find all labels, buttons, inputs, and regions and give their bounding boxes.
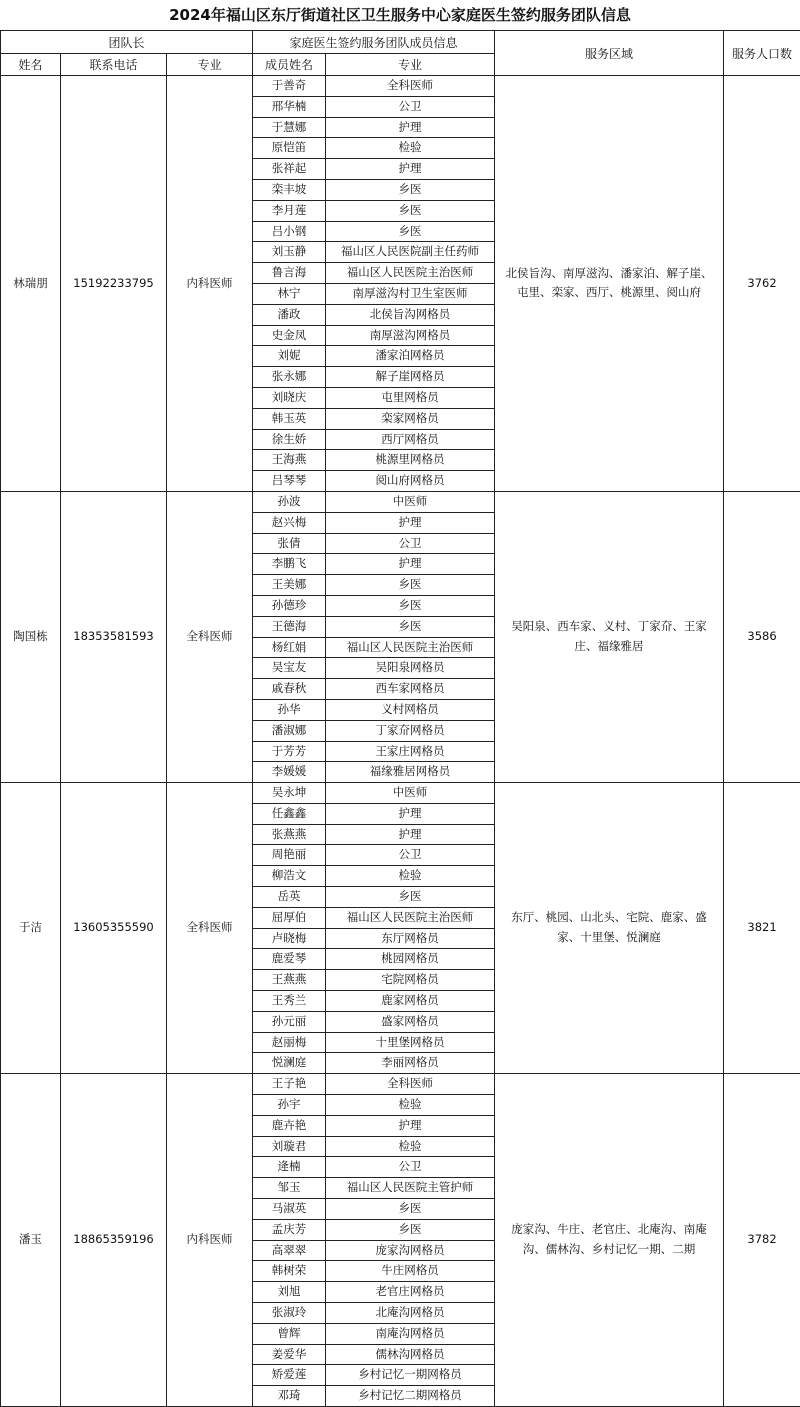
member-specialty: 乡医 (326, 221, 495, 242)
member-name: 孙华 (253, 699, 326, 720)
leader-specialty: 全科医师 (167, 491, 253, 782)
member-specialty: 解子崖网格员 (326, 367, 495, 388)
member-name: 于芳芳 (253, 741, 326, 762)
team-table (0, 30, 800, 1407)
leader-name: 于洁 (1, 783, 61, 1074)
member-specialty: 福山区人民医院副主任药师 (326, 242, 495, 263)
member-name: 矫爱莲 (253, 1365, 326, 1386)
leader-phone: 18865359196 (61, 1074, 167, 1407)
member-specialty: 护理 (326, 117, 495, 138)
member-specialty: 护理 (326, 824, 495, 845)
member-specialty: 北侯旨沟网格员 (326, 304, 495, 325)
member-specialty: 西厅网格员 (326, 429, 495, 450)
member-specialty: 宅院网格员 (326, 970, 495, 991)
member-name: 孙宇 (253, 1095, 326, 1116)
member-name: 赵兴梅 (253, 512, 326, 533)
member-specialty: 乡医 (326, 200, 495, 221)
member-name: 王德海 (253, 616, 326, 637)
member-name: 原恺笛 (253, 138, 326, 159)
member-specialty: 南厚滋沟网格员 (326, 325, 495, 346)
member-name: 孙波 (253, 491, 326, 512)
member-name: 张永娜 (253, 367, 326, 388)
member-name: 任鑫鑫 (253, 803, 326, 824)
member-specialty: 西车家网格员 (326, 679, 495, 700)
member-specialty: 南厚滋沟村卫生室医师 (326, 283, 495, 304)
member-name: 周艳丽 (253, 845, 326, 866)
member-name: 韩玉英 (253, 408, 326, 429)
leader-name: 林瑞朋 (1, 76, 61, 492)
member-name: 李媛媛 (253, 762, 326, 783)
member-specialty: 吴阳泉网格员 (326, 658, 495, 679)
member-specialty: 护理 (326, 159, 495, 180)
member-name: 邹玉 (253, 1178, 326, 1199)
member-name: 赵丽梅 (253, 1032, 326, 1053)
member-specialty: 护理 (326, 1115, 495, 1136)
service-area-header: 服务区域 (495, 31, 724, 76)
leader-phone: 13605355590 (61, 783, 167, 1074)
member-name: 鹿爱琴 (253, 949, 326, 970)
leader-specialty: 内科医师 (167, 1074, 253, 1407)
service-population: 3821 (724, 783, 800, 1074)
member-name: 孙元丽 (253, 1011, 326, 1032)
member-specialty: 乡医 (326, 575, 495, 596)
member-name: 杨红娟 (253, 637, 326, 658)
member-specialty: 老官庄网格员 (326, 1282, 495, 1303)
table-row (1, 491, 800, 512)
service-area: 东厅、桃园、山北头、宅院、鹿家、盛家、十里堡、悦澜庭 (495, 783, 724, 1074)
member-name: 吕琴琴 (253, 471, 326, 492)
member-specialty: 儒林沟网格员 (326, 1344, 495, 1365)
member-specialty: 丁家夼网格员 (326, 720, 495, 741)
member-specialty: 乡医 (326, 616, 495, 637)
member-name: 张燕燕 (253, 824, 326, 845)
member-name: 鲁言海 (253, 263, 326, 284)
member-name: 潘淑娜 (253, 720, 326, 741)
member-name: 王子艳 (253, 1074, 326, 1095)
member-specialty: 潘家泊网格员 (326, 346, 495, 367)
member-specialty: 检验 (326, 1136, 495, 1157)
member-specialty: 公卫 (326, 96, 495, 117)
population-header: 服务人口数 (724, 31, 800, 76)
member-specialty: 检验 (326, 138, 495, 159)
service-population: 3762 (724, 76, 800, 492)
member-specialty: 护理 (326, 554, 495, 575)
table-row (1, 783, 800, 804)
member-name: 卢晓梅 (253, 928, 326, 949)
member-name: 王燕燕 (253, 970, 326, 991)
member-specialty: 福山区人民医院主管护师 (326, 1178, 495, 1199)
member-name: 王海燕 (253, 450, 326, 471)
header-row-top (1, 31, 800, 54)
member-name: 吴永坤 (253, 783, 326, 804)
member-specialty: 南庵沟网格员 (326, 1323, 495, 1344)
member-name: 曾辉 (253, 1323, 326, 1344)
member-specialty: 鹿家网格员 (326, 991, 495, 1012)
member-specialty: 庞家沟网格员 (326, 1240, 495, 1261)
member-name: 岳英 (253, 887, 326, 908)
member-specialty: 屯里网格员 (326, 387, 495, 408)
member-specialty: 中医师 (326, 491, 495, 512)
member-specialty: 盛家网格员 (326, 1011, 495, 1032)
member-name: 悦澜庭 (253, 1053, 326, 1074)
member-specialty: 乡村记忆二期网格员 (326, 1386, 495, 1407)
member-specialty: 乡村记忆一期网格员 (326, 1365, 495, 1386)
service-area: 庞家沟、牛庄、老官庄、北庵沟、南庵沟、儒林沟、乡村记忆一期、二期 (495, 1074, 724, 1407)
member-specialty: 公卫 (326, 1157, 495, 1178)
member-specialty: 公卫 (326, 533, 495, 554)
member-name: 李月莲 (253, 200, 326, 221)
member-specialty: 桃源里网格员 (326, 450, 495, 471)
leader-name-header: 姓名 (1, 54, 61, 76)
member-name: 韩树荣 (253, 1261, 326, 1282)
member-specialty: 护理 (326, 803, 495, 824)
member-specialty: 阅山府网格员 (326, 471, 495, 492)
member-specialty: 福山区人民医院主治医师 (326, 907, 495, 928)
service-area: 吴阳泉、西车家、义村、丁家夼、王家庄、福缘雅居 (495, 491, 724, 782)
member-group-header: 家庭医生签约服务团队成员信息 (253, 31, 495, 54)
member-name: 孟庆芳 (253, 1219, 326, 1240)
leader-specialty: 内科医师 (167, 76, 253, 492)
member-name: 逄楠 (253, 1157, 326, 1178)
leader-specialty: 全科医师 (167, 783, 253, 1074)
member-name: 鹿卉艳 (253, 1115, 326, 1136)
member-specialty: 牛庄网格员 (326, 1261, 495, 1282)
member-specialty: 北庵沟网格员 (326, 1303, 495, 1324)
member-name: 马淑英 (253, 1199, 326, 1220)
member-specialty: 李丽网格员 (326, 1053, 495, 1074)
table-row (1, 1074, 800, 1095)
member-name: 刘妮 (253, 346, 326, 367)
member-name: 潘政 (253, 304, 326, 325)
member-specialty-header: 专业 (326, 54, 495, 76)
member-name: 张倩 (253, 533, 326, 554)
table-row (1, 76, 800, 97)
member-specialty: 义村网格员 (326, 699, 495, 720)
member-name: 柳浩文 (253, 866, 326, 887)
member-specialty: 王家庄网格员 (326, 741, 495, 762)
service-population: 3782 (724, 1074, 800, 1407)
member-name: 王秀兰 (253, 991, 326, 1012)
member-name: 高翠翠 (253, 1240, 326, 1261)
member-name: 栾丰坡 (253, 179, 326, 200)
member-specialty: 福山区人民医院主治医师 (326, 637, 495, 658)
member-specialty: 福缘雅居网格员 (326, 762, 495, 783)
member-specialty: 中医师 (326, 783, 495, 804)
member-specialty: 栾家网格员 (326, 408, 495, 429)
leader-name: 陶国栋 (1, 491, 61, 782)
leader-group-header: 团队长 (1, 31, 253, 54)
member-specialty: 乡医 (326, 595, 495, 616)
member-specialty: 全科医师 (326, 76, 495, 97)
member-name: 刘璇君 (253, 1136, 326, 1157)
leader-phone-header: 联系电话 (61, 54, 167, 76)
member-name-header: 成员姓名 (253, 54, 326, 76)
member-name: 吴宝友 (253, 658, 326, 679)
member-specialty: 东厅网格员 (326, 928, 495, 949)
member-specialty: 乡医 (326, 887, 495, 908)
member-name: 戚春秋 (253, 679, 326, 700)
member-name: 孙德珍 (253, 595, 326, 616)
member-specialty: 检验 (326, 866, 495, 887)
service-area: 北侯旨沟、南厚滋沟、潘家泊、解子崖、屯里、栾家、西厅、桃源里、阅山府 (495, 76, 724, 492)
member-specialty: 桃园网格员 (326, 949, 495, 970)
member-name: 吕小钢 (253, 221, 326, 242)
member-specialty: 公卫 (326, 845, 495, 866)
leader-phone: 15192233795 (61, 76, 167, 492)
member-name: 于慧娜 (253, 117, 326, 138)
member-name: 张祥起 (253, 159, 326, 180)
member-name: 李鹏飞 (253, 554, 326, 575)
member-name: 林宁 (253, 283, 326, 304)
member-name: 刘旭 (253, 1282, 326, 1303)
member-name: 邢华楠 (253, 96, 326, 117)
page-title: 2024年福山区东厅街道社区卫生服务中心家庭医生签约服务团队信息 (0, 0, 800, 30)
member-name: 史金凤 (253, 325, 326, 346)
leader-phone: 18353581593 (61, 491, 167, 782)
member-name: 张淑玲 (253, 1303, 326, 1324)
member-specialty: 乡医 (326, 1219, 495, 1240)
service-population: 3586 (724, 491, 800, 782)
member-specialty: 乡医 (326, 179, 495, 200)
member-name: 徐生娇 (253, 429, 326, 450)
member-specialty: 检验 (326, 1095, 495, 1116)
member-name: 王美娜 (253, 575, 326, 596)
leader-name: 潘玉 (1, 1074, 61, 1407)
member-name: 姜爱华 (253, 1344, 326, 1365)
member-name: 刘晓庆 (253, 387, 326, 408)
member-specialty: 护理 (326, 512, 495, 533)
member-specialty: 福山区人民医院主治医师 (326, 263, 495, 284)
member-name: 刘玉静 (253, 242, 326, 263)
member-specialty: 乡医 (326, 1199, 495, 1220)
member-specialty: 十里堡网格员 (326, 1032, 495, 1053)
member-name: 于善奇 (253, 76, 326, 97)
table-body (1, 31, 800, 1407)
member-specialty: 全科医师 (326, 1074, 495, 1095)
leader-specialty-header: 专业 (167, 54, 253, 76)
member-name: 邓琦 (253, 1386, 326, 1407)
member-name: 屈厚伯 (253, 907, 326, 928)
